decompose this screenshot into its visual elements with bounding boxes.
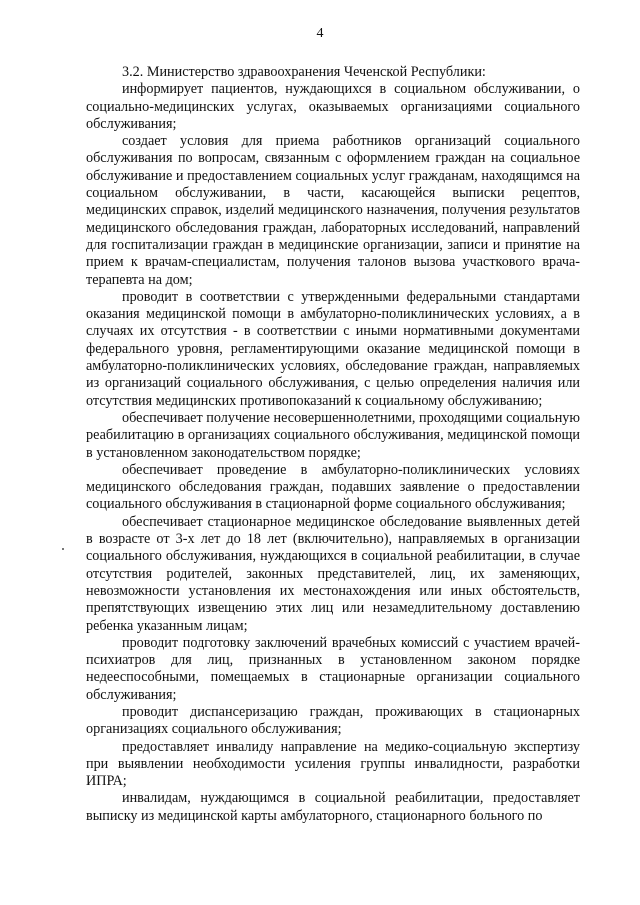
scan-speck	[62, 548, 64, 550]
paragraph: проводит в соответствии с утвержденными федеральными стандартами оказания медицинской помощи в амбулаторно-поликлинических условиях, а в случаях их отсутствия - в соответствии с иными нормативными документами федерального уровня, регламентирующими оказание медицинской помощи в амбулаторно-поликлинических условиях, обследование граждан, направляемых из организаций социального обслуживания, с целью определения наличия или отсутствия медицинских противопоказаний к социальному обслуживанию;	[86, 288, 580, 409]
paragraph: проводит подготовку заключений врачебных комиссий с участием врачей-психиатров для лиц, признанных в установленном законом порядке недееспособными, помещаемых в стационарные организации социального обслуживания;	[86, 634, 580, 703]
paragraph: обеспечивает проведение в амбулаторно-поликлинических условиях медицинского обследования граждан, подавших заявление о предоставлении социального обслуживания в стационарной форме социального обслуживания;	[86, 461, 580, 513]
paragraph: инвалидам, нуждающимся в социальной реабилитации, предоставляет выписку из медицинской карты амбулаторного, стационарного больного по	[86, 790, 580, 824]
document-body	[86, 64, 580, 825]
paragraph: обеспечивает стационарное медицинское обследование выявленных детей в возрасте от 3-х лет до 18 лет (включительно), направляемых в организации социального обслуживания, нуждающихся в социальной реабилитации, в случае отсутствия родителей, законных представителей, лиц, их заменяющих, невозможности установления их местонахождения или иных обстоятельств, препятствующих извещению этих лиц или незамедлительному доставлению ребенка указанным лицам;	[86, 513, 580, 634]
page-number: 4	[316, 26, 324, 41]
paragraph: создает условия для приема работников организаций социального обслуживания по вопросам, связанным с оформлением граждан на социальное обслуживание и предоставлением социальных услуг гражданам, находящимся на социальном обслуживании, в части, касающейся выписки рецептов, медицинских справок, изделий медицинского назначения, получения результатов медицинского обследования граждан, лабораторных исследований, направлений для госпитализации граждан в медицинские организации, записи и принятие на прием к врачам-специалистам, получения талонов вызова участкового врача-терапевта на дом;	[86, 133, 580, 288]
section-heading: 3.2. Министерство здравоохранения Чеченской Республики:	[122, 64, 486, 80]
paragraph: информирует пациентов, нуждающихся в социальном обслуживании, о социально-медицинских услугах, оказываемых организациями социального обслуживания;	[86, 81, 580, 132]
paragraph: предоставляет инвалиду направление на медико-социальную экспертизу при выявлении необходимости усиления группы инвалидности, разработки ИПРА;	[86, 738, 580, 790]
paragraph: обеспечивает получение несовершеннолетними, проходящими социальную реабилитацию в организациях социального обслуживания, медицинской помощи в установленном законодательством порядке;	[86, 409, 580, 461]
paragraph: проводит диспансеризацию граждан, проживающих в стационарных организациях социального обслуживания;	[86, 703, 580, 738]
